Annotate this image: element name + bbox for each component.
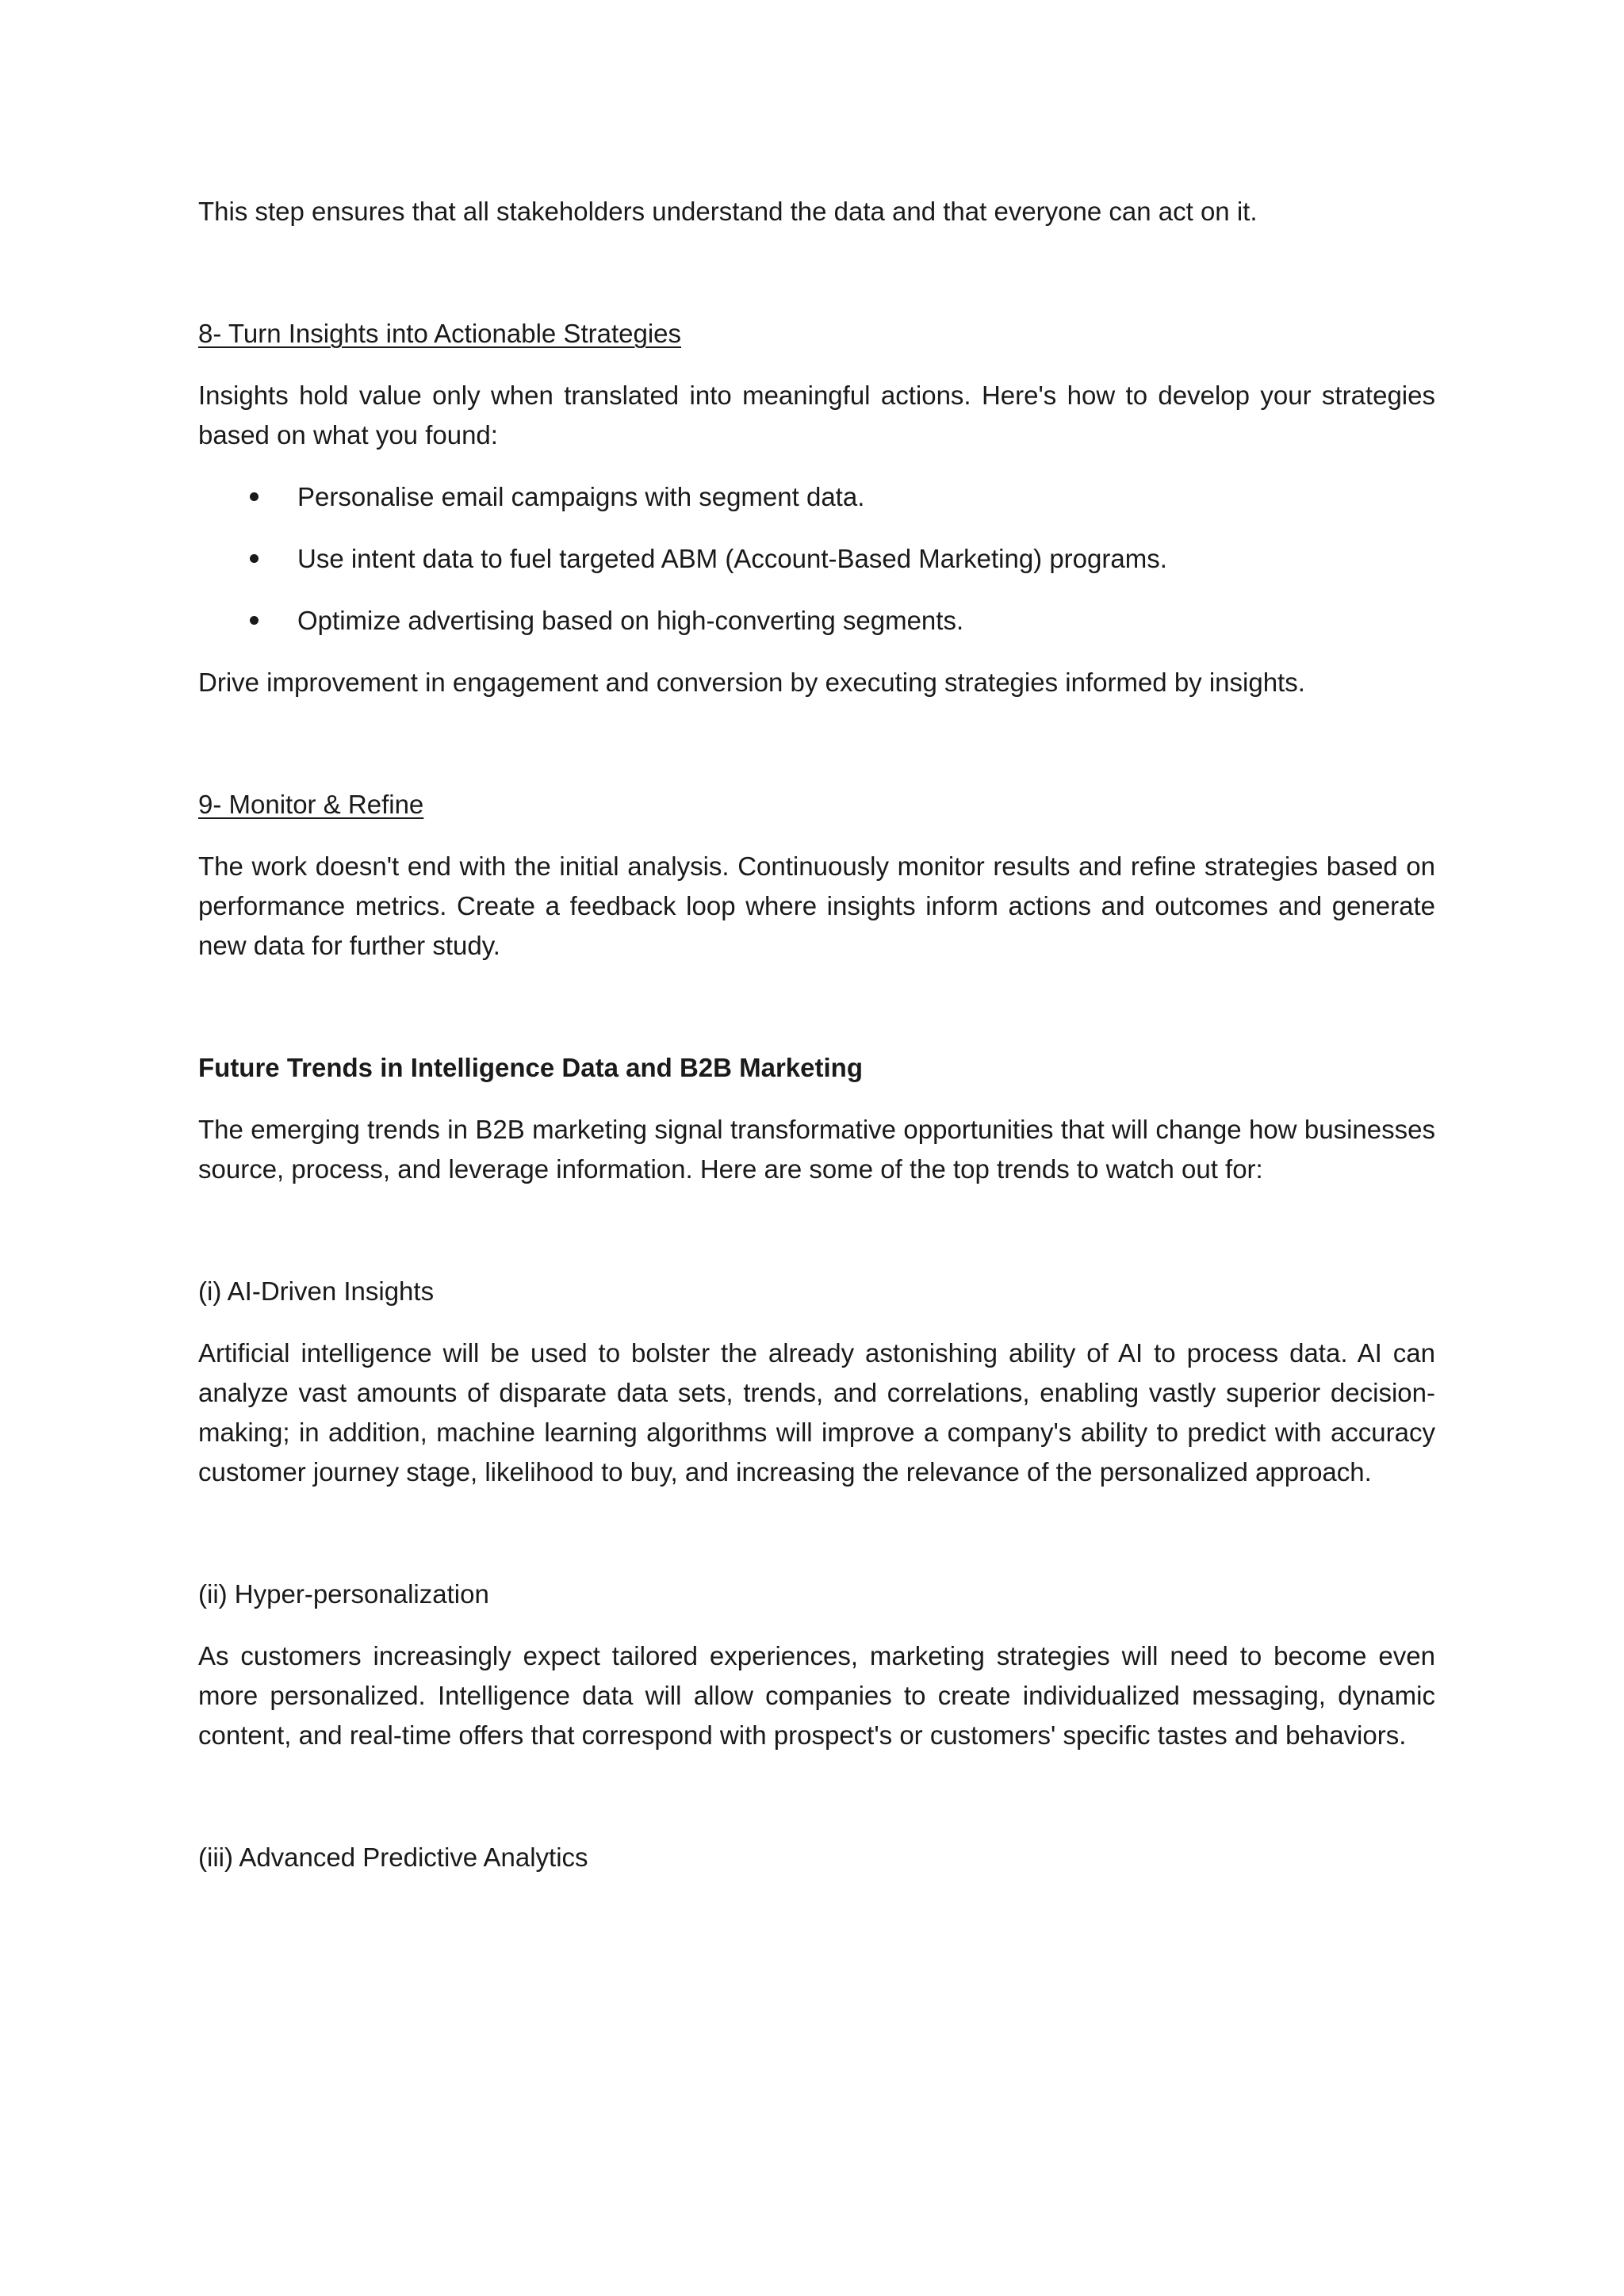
list-item: [198, 539, 1435, 579]
bullet-icon: [250, 492, 259, 501]
document-body: [198, 192, 1435, 1900]
future-trends-heading: Future Trends in Intelligence Data and B2B Marketing: [198, 1053, 863, 1082]
trend-body: As customers increasingly expect tailored experiences, marketing strategies will need to become even more personalized. Intelligence data will allow companies to create individualized messaging, dynamic content, and real-time offers that correspond with prospect's or customers' specific tastes and behaviors.: [198, 1641, 1435, 1750]
bullet-icon: [250, 554, 259, 563]
bullet-icon: [250, 616, 259, 625]
future-trends-paragraph: The emerging trends in B2B marketing signal transformative opportunities that will change how businesses source, process, and leverage information. Here are some of the top trends to watch out for:: [198, 1115, 1435, 1184]
list-item-text: Optimize advertising based on high-converting segments.: [297, 606, 964, 635]
section-8-heading: 8- Turn Insights into Actionable Strategies: [198, 319, 682, 348]
trend-title: (ii) Hyper-personalization: [198, 1579, 489, 1609]
list-item: [198, 477, 1435, 517]
section-8-closing: Drive improvement in engagement and conversion by executing strategies informed by insights.: [198, 668, 1305, 697]
trend-title: (i) AI-Driven Insights: [198, 1276, 435, 1306]
trend-title: (iii) Advanced Predictive Analytics: [198, 1843, 588, 1872]
intro-paragraph: This step ensures that all stakeholders understand the data and that everyone can act on it.: [198, 197, 1258, 226]
section-9-paragraph: The work doesn't end with the initial analysis. Continuously monitor results and refine strategies based on performance metrics. Create a feedback loop where insights inform actions and outcomes and generate new data for further study.: [198, 851, 1435, 960]
trend-body: Artificial intelligence will be used to bolster the already astonishing ability of AI to process data. AI can analyze vast amounts of disparate data sets, trends, and correlations, enabling vastly superior decision-making; in addition, machine learning algorithms will improve a company's ability to predict with accuracy customer journey stage, likelihood to buy, and increasing the relevance of the personalized approach.: [198, 1338, 1435, 1487]
list-item-text: Personalise email campaigns with segment data.: [297, 482, 865, 511]
section-8-paragraph: Insights hold value only when translated into meaningful actions. Here's how to develop your strategies based on what you found:: [198, 381, 1435, 450]
list-item-text: Use intent data to fuel targeted ABM (Account-Based Marketing) programs.: [297, 544, 1167, 573]
list-item: [198, 601, 1435, 641]
section-8-bullet-list: [198, 477, 1435, 641]
section-9-heading: 9- Monitor & Refine: [198, 790, 424, 819]
